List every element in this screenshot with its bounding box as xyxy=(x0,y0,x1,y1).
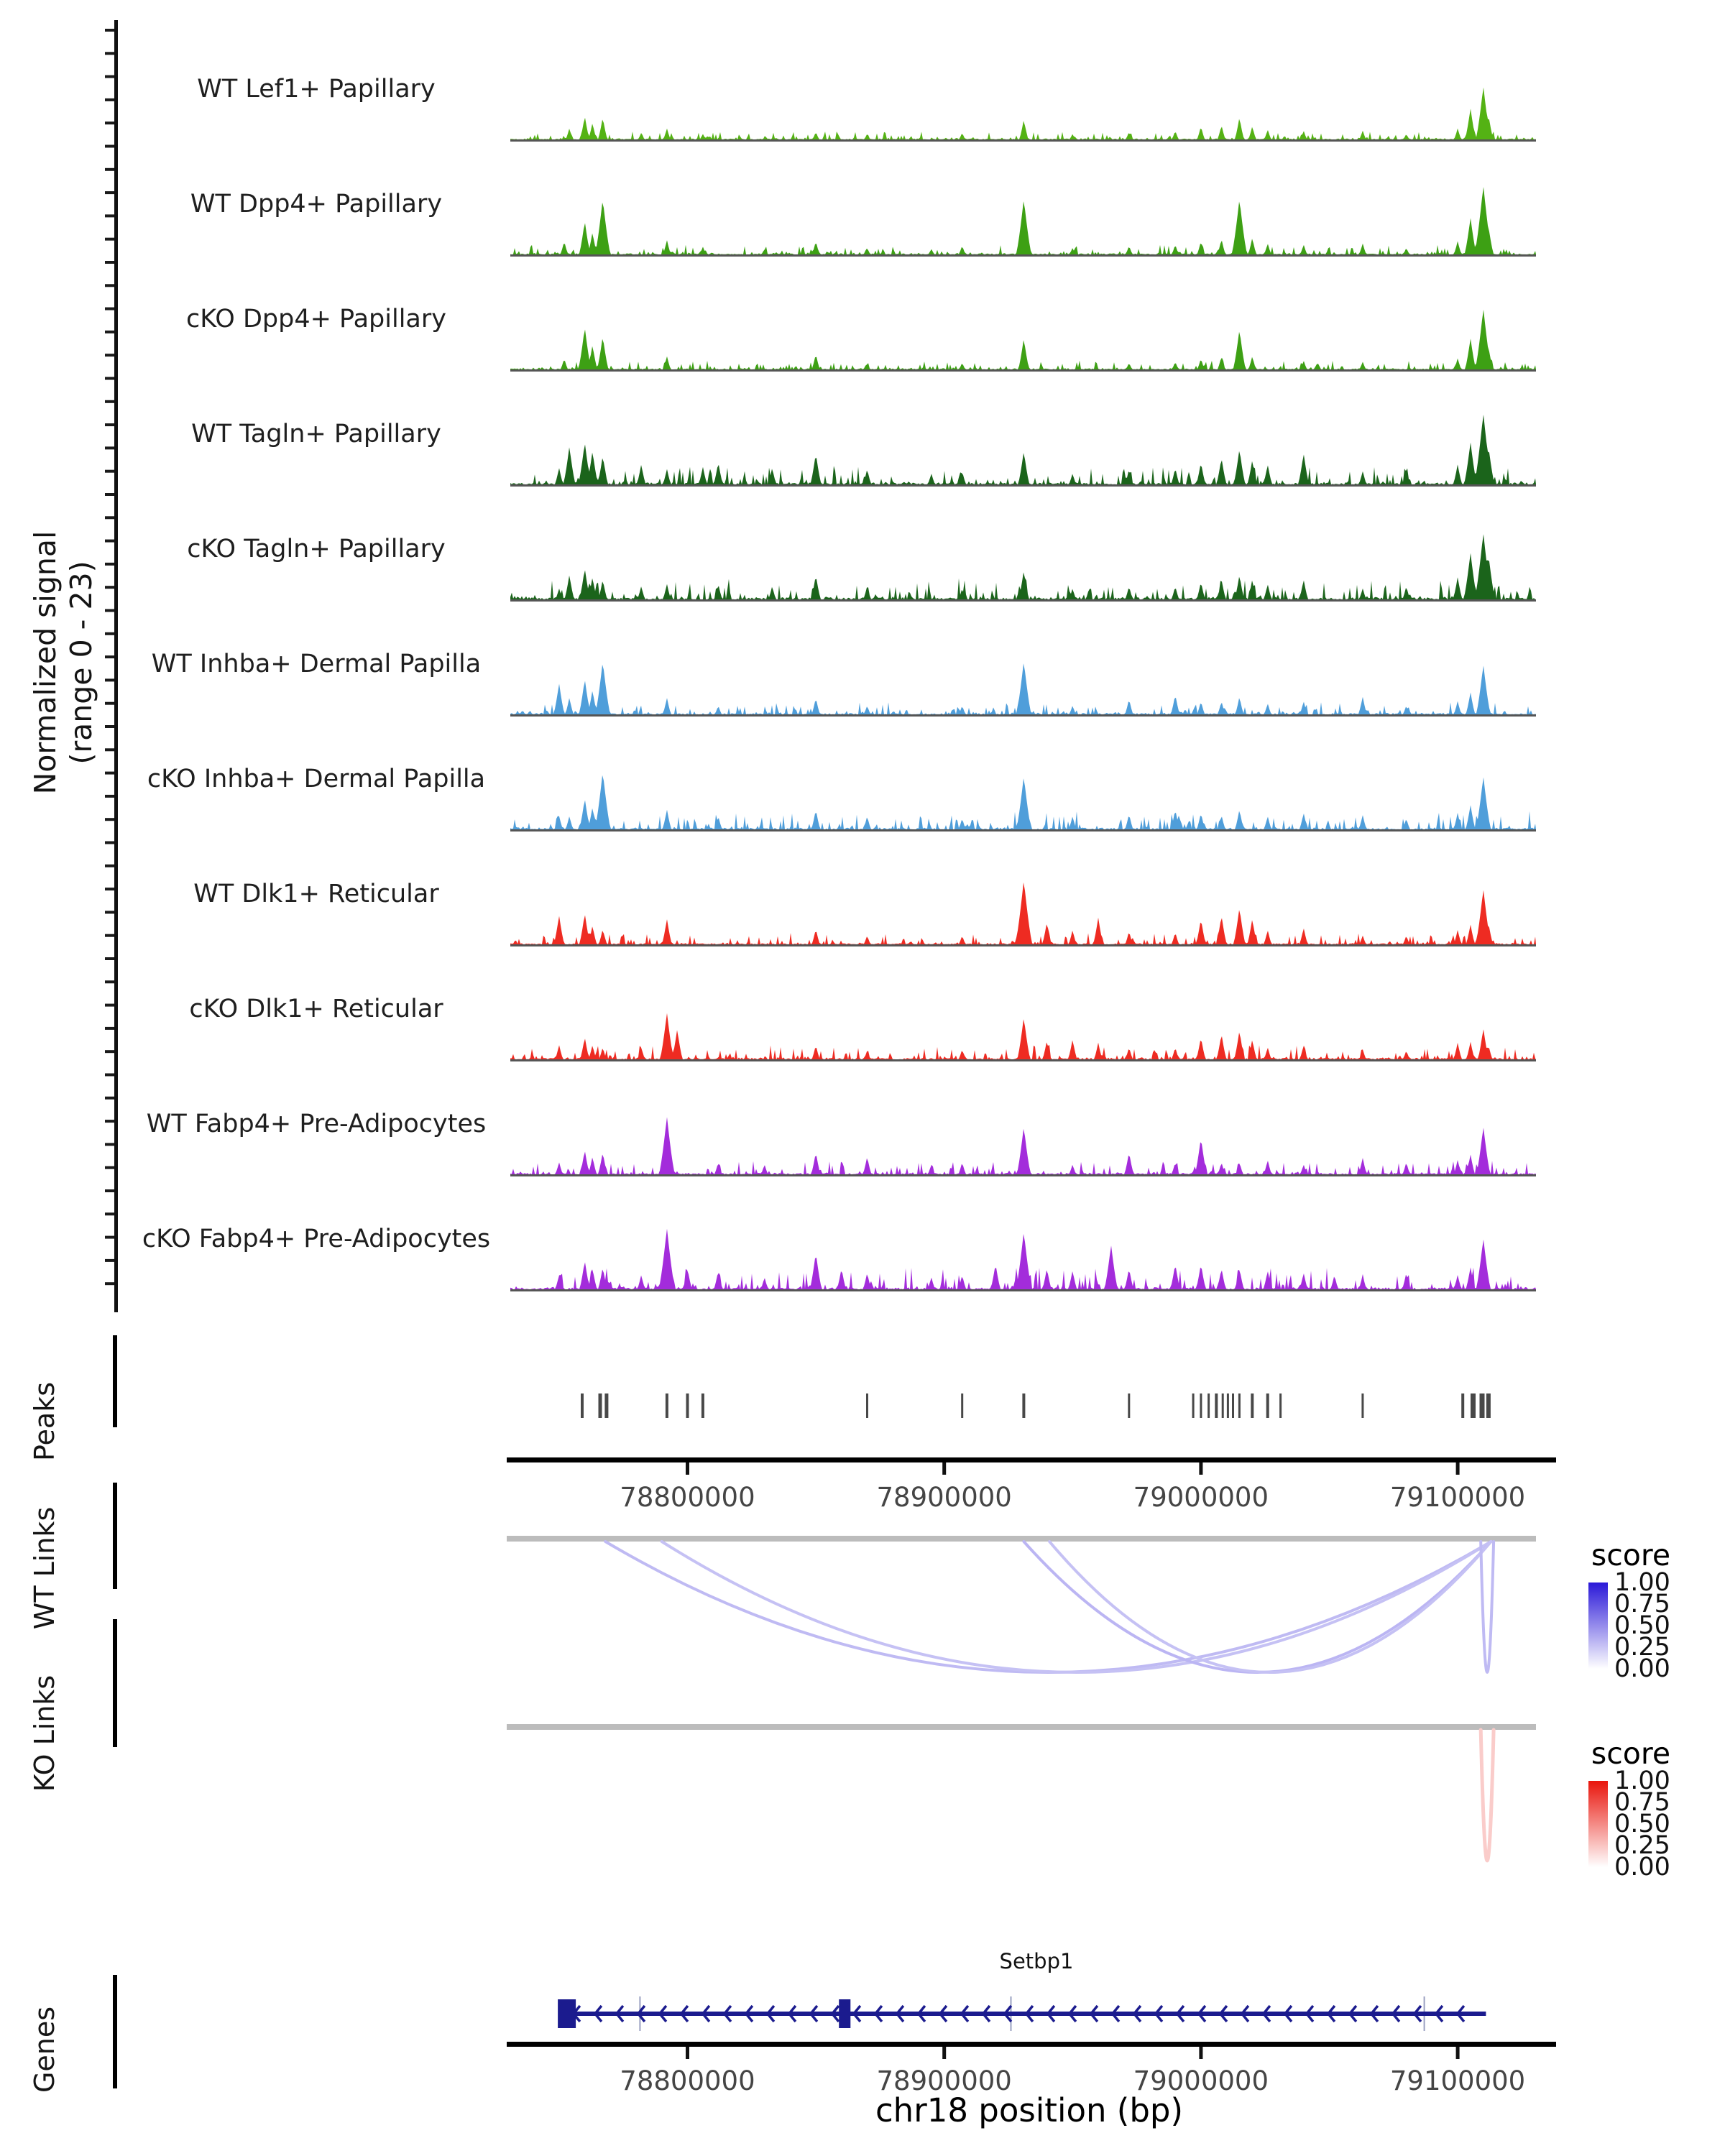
track-signal xyxy=(507,1174,1542,1294)
track-signal xyxy=(507,944,1542,1064)
legend-tick-label: 0.75 xyxy=(1614,1788,1670,1817)
ko-links-score-legend xyxy=(1570,1736,1721,1880)
wt-links-track xyxy=(507,1536,1552,1683)
track-label: cKO Fabp4+ Pre-Adipocytes xyxy=(142,1225,491,1253)
ko-links-track xyxy=(507,1724,1552,1868)
ko-legend-gradient-bar xyxy=(1588,1781,1608,1867)
y-axis-label-line1: Normalized signal xyxy=(28,530,63,795)
ko-links-section-label: KO Links xyxy=(29,1674,60,1792)
track-signal xyxy=(507,139,1542,259)
legend-tick-label: 0.25 xyxy=(1614,1633,1670,1662)
peaks-section-bar xyxy=(113,1335,117,1427)
axis-tick-label: 78800000 xyxy=(620,2065,755,2096)
ko-links-section-bar xyxy=(113,1619,117,1747)
x-axis-title: chr18 position (bp) xyxy=(875,2091,1184,2129)
legend-tick-label: 0.00 xyxy=(1614,1654,1670,1683)
track-label: cKO Dpp4+ Papillary xyxy=(186,305,446,333)
track-label: WT Fabp4+ Pre-Adipocytes xyxy=(146,1110,487,1138)
genome-axis-top-labels xyxy=(0,1482,1725,1515)
legend-tick-label: 0.50 xyxy=(1614,1810,1670,1838)
track-label: WT Inhba+ Dermal Papilla xyxy=(151,650,482,678)
legend-tick-label: 0.50 xyxy=(1614,1611,1670,1640)
peaks-section-label: Peaks xyxy=(29,1381,60,1462)
track-label: WT Dpp4+ Papillary xyxy=(190,190,443,218)
track-label: cKO Dlk1+ Reticular xyxy=(189,995,443,1023)
track-label: cKO Inhba+ Dermal Papilla xyxy=(147,765,486,793)
track-label: WT Dlk1+ Reticular xyxy=(193,880,439,908)
axis-tick-label: 78900000 xyxy=(876,1482,1012,1513)
track-signal xyxy=(507,484,1542,604)
wt-links-score-legend xyxy=(1570,1538,1721,1682)
genes-section-label: Genes xyxy=(29,2006,60,2093)
track-signal xyxy=(507,1059,1542,1179)
track-label: WT Lef1+ Papillary xyxy=(197,75,436,103)
axis-tick-label: 79100000 xyxy=(1389,2065,1526,2096)
track-signal xyxy=(507,369,1542,489)
track-signal xyxy=(507,829,1542,949)
axis-tick-label: 79000000 xyxy=(1133,1482,1269,1513)
legend-tick-label: 1.00 xyxy=(1614,1568,1670,1597)
wt-links-section-bar xyxy=(113,1483,117,1589)
track-label: WT Tagln+ Papillary xyxy=(191,420,441,448)
gene-name-label: Setbp1 xyxy=(999,1949,1074,1973)
wt-legend-gradient-bar xyxy=(1588,1583,1608,1669)
legend-tick-label: 0.00 xyxy=(1614,1853,1670,1881)
track-label: cKO Tagln+ Papillary xyxy=(187,535,446,563)
axis-tick-label: 79100000 xyxy=(1389,1482,1526,1513)
ko-legend-title: score xyxy=(1591,1736,1671,1771)
genome-axis-bottom-labels xyxy=(0,2065,1725,2099)
track-signal xyxy=(507,599,1542,719)
axis-tick-label: 79000000 xyxy=(1133,2065,1269,2096)
peaks-track xyxy=(507,1391,1552,1422)
legend-tick-label: 0.75 xyxy=(1614,1590,1670,1618)
genome-axis-bottom xyxy=(503,2042,1563,2065)
axis-tick-label: 78800000 xyxy=(620,1482,755,1513)
axis-tick-label: 78900000 xyxy=(876,2065,1012,2096)
gene-model-track xyxy=(507,1985,1552,2044)
legend-tick-label: 1.00 xyxy=(1614,1766,1670,1795)
wt-links-section-label: WT Links xyxy=(29,1506,60,1630)
y-axis-label-line2: (range 0 - 23) xyxy=(64,561,98,765)
genome-axis-top xyxy=(503,1457,1563,1480)
legend-tick-label: 0.25 xyxy=(1614,1831,1670,1860)
track-signal xyxy=(507,24,1542,144)
wt-legend-title: score xyxy=(1591,1538,1671,1572)
track-signal xyxy=(507,254,1542,374)
track-signal xyxy=(507,714,1542,834)
